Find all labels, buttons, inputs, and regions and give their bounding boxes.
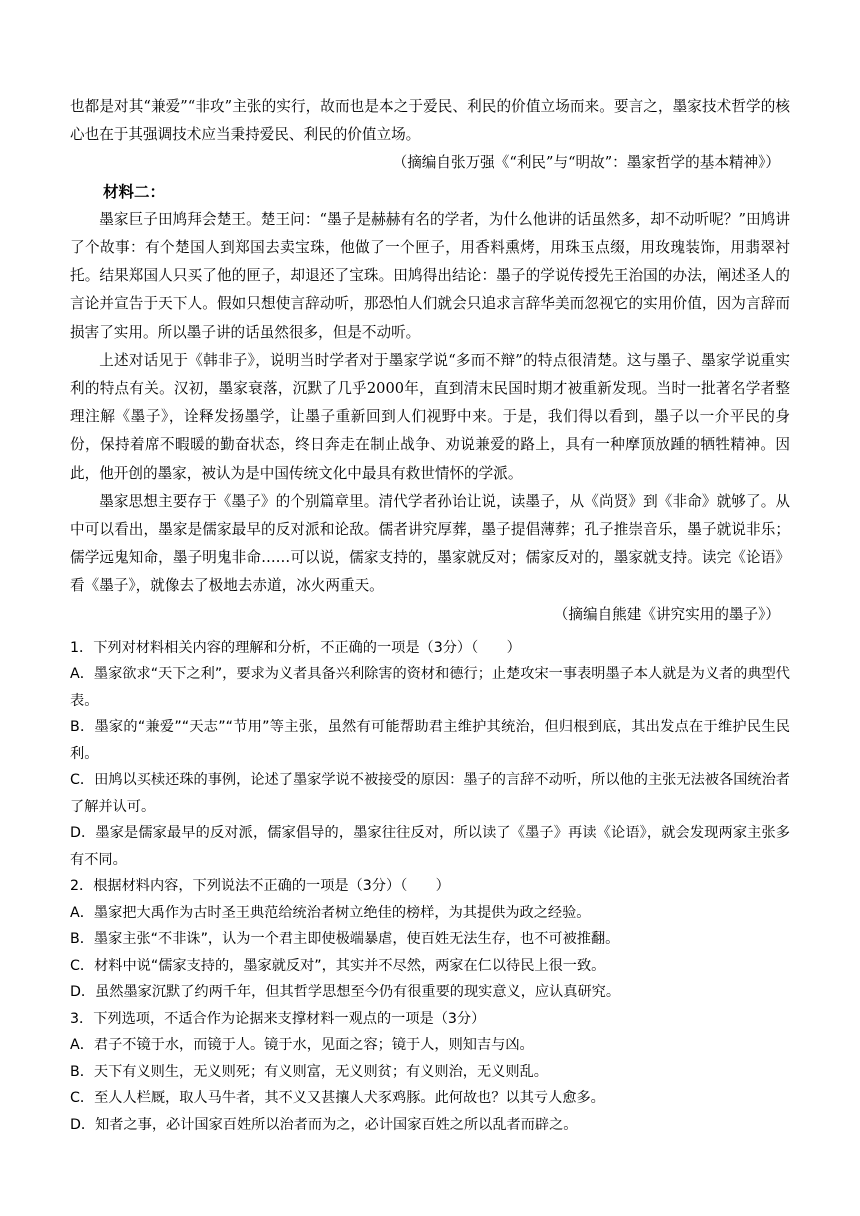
option-a: A．墨家欲求“天下之利”，要求为义者具备兴利除害的资材和德行；止楚攻宋一事表明墨子本人就是为义者的典型代表。 — [70, 666, 790, 709]
option-d: D．知者之事，必计国家百姓所以治者而为之，必计国家百姓之所以乱者而辟之。 — [70, 1116, 578, 1133]
option-b: B．墨家的“兼爱”“天志”“节用”等主张，虽然有可能帮助君主维护其统治，但归根到底，其出发点在于维护民生民利。 — [70, 719, 790, 762]
material1-tail-paragraph: 也都是对其“兼爱”“非攻”主张的实行，故而也是本之于爱民、利民的价值立场而来。要言之，墨家技术哲学的核心也在于其强调技术应当秉持爱民、利民的价值立场。 — [70, 98, 790, 144]
question-stem: 2．根据材料内容，下列说法不正确的一项是（3分）（ ） — [70, 878, 450, 895]
option-d: D．墨家是儒家最早的反对派，儒家倡导的，墨家往往反对，所以读了《墨子》再读《论语》，就会发现两家主张多有不同。 — [70, 825, 790, 868]
material2-paragraph-3: 墨家思想主要存于《墨子》的个别篇章里。清代学者孙诒让说，读墨子，从《尚贤》到《非命》就够了。从中可以看出，墨家是儒家最早的反对派和论敌。儒者讲究厚葬，墨子提倡薄葬；孔子推崇音乐，墨子就说非乐；儒学远鬼知命，墨子明鬼非命……可以说，儒家支持的，墨家就反对；儒家反对的，墨家就支持。读完《论语》看《墨子》，就像去了极地去赤道，冰火两重天。 — [70, 492, 790, 595]
option-a: A．君子不镜于水，而镜于人。镜于水，见面之容；镜于人，则知吉与凶。 — [70, 1037, 534, 1054]
question-stem: 3．下列选项，不适合作为论据来支撑材料一观点的一项是（3分） — [70, 1010, 486, 1027]
question-1 — [70, 635, 790, 874]
option-c: C．至人人栏厩，取人马牛者，其不义又甚攘人犬豕鸡豚。此何故也？以其亏人愈多。 — [70, 1090, 605, 1107]
material2-paragraph-1: 墨家巨子田鸠拜会楚王。楚王问：“墨子是赫赫有名的学者，为什么他讲的话虽然多，却不动听呢？”田鸠讲了个故事：有个楚国人到郑国去卖宝珠，他做了一个匣子，用香料熏烤，用珠玉点缀，用玫瑰装饰，用翡翠衬托。结果郑国人只买了他的匣子，却退还了宝珠。田鸠得出结论：墨子的学说传授先王治国的办法，阐述圣人的言论并宣告于天下人。假如只想使言辞动听，那恐怕人们就会只追求言辞华美而忽视它的实用价值，因为言辞而损害了实用。所以墨子讲的话虽然很多，但是不动听。 — [70, 210, 790, 341]
question-3 — [70, 1006, 790, 1139]
option-d: D．虽然墨家沉默了约两千年，但其哲学思想至今仍有很重要的现实意义，应认真研究。 — [70, 984, 621, 1001]
material1-source: （摘编自张万强《“利民”与“明故”：墨家哲学的基本精神》） — [392, 154, 780, 172]
material2-heading: 材料二： — [103, 181, 166, 201]
question-stem: 1．下列对材料相关内容的理解和分析，不正确的一项是（3分）（ ） — [70, 639, 521, 656]
material2-source: （摘编自熊建《讲究实用的墨子》） — [553, 605, 780, 623]
material2-paragraph-2: 上述对话见于《韩非子》，说明当时学者对于墨家学说“多而不辩”的特点很清楚。这与墨子、墨家学说重实利的特点有关。汉初，墨家衰落，沉默了几乎2000年，直到清末民国时期才被重新发现。当时一批著名学者整理注解《墨子》，诠释发扬墨学，让墨子重新回到人们视野中来。于是，我们得以看到，墨子以一介平民的身份，保持着席不暇暖的勤奋状态，终日奔走在制止战争、劝说兼爱的路上，具有一种摩顶放踵的牺牲精神。因此，他开创的墨家，被认为是中国传统文化中最具有救世情怀的学派。 — [70, 351, 790, 482]
option-b: B．天下有义则生，无义则死；有义则富，无义则贫；有义则治，无义则乱。 — [70, 1063, 548, 1080]
question-list — [70, 635, 790, 1139]
option-c: C．田鸠以买椟还珠的事例，论述了墨家学说不被接受的原因：墨子的言辞不动听，所以他的主张无法被各国统治者了解并认可。 — [70, 772, 790, 815]
option-a: A．墨家把大禹作为古时圣王典范给统治者树立绝佳的榜样，为其提供为政之经验。 — [70, 904, 591, 921]
option-c: C．材料中说“儒家支持的，墨家就反对”，其实并不尽然，两家在仁以待民上很一致。 — [70, 957, 606, 974]
question-2 — [70, 873, 790, 1006]
option-b: B．墨家主张“不非诛”，认为一个君主即使极端暴虐，使百姓无法生存，也不可被推翻。 — [70, 931, 620, 948]
